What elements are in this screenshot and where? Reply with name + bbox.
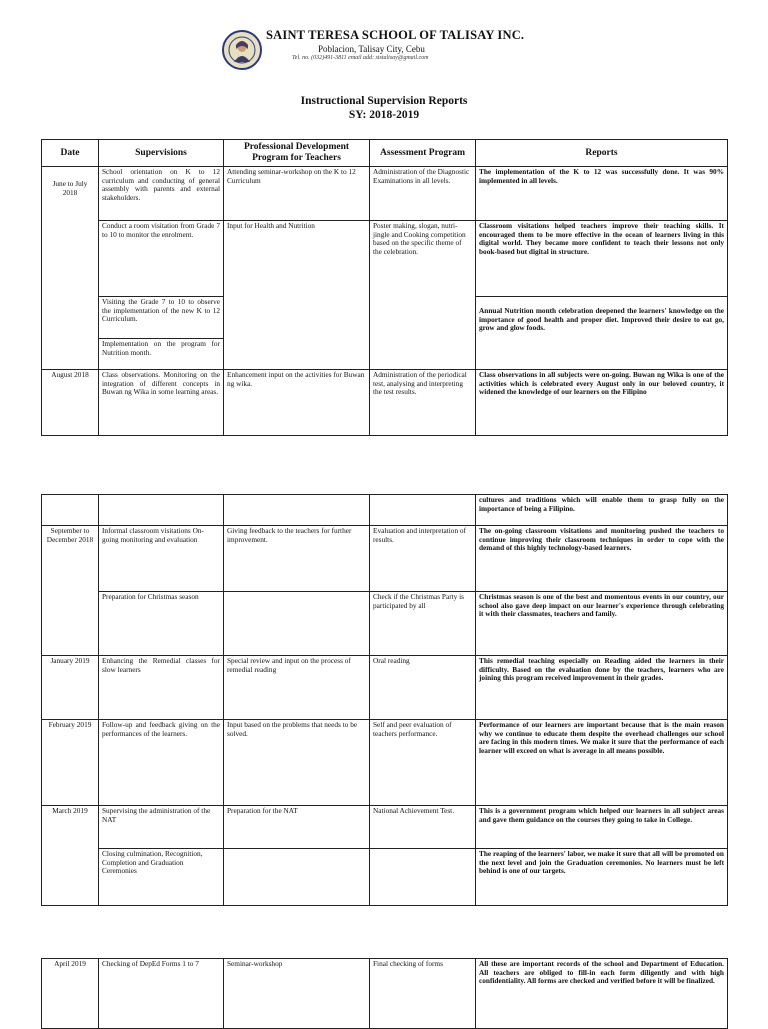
table-row [42, 959, 728, 1029]
supervision-cell: Enhancing the Remedial classes for slow learners [99, 656, 224, 720]
pd-cell: Giving feedback to the teachers for further improvement. [224, 526, 370, 592]
report-cell: Classroom visitations helped teachers improve their teaching skills. It encouraged them to be more effective in the ocean of learners living in this digital world. They became more confident to teach their lessons not only book-based but digital in structure. [476, 221, 728, 297]
supervision-cell: Preparation for Christmas season [99, 592, 224, 656]
pd-cell [224, 495, 370, 526]
date-cell: March 2019 [42, 806, 99, 906]
report-cell: The implementation of the K to 12 was successfully done. It was 90% implemented in all levels. [476, 167, 728, 221]
report-cell: This is a government program which helped our learners in all subject areas and gave them guidance on the courses they going to take in College. [476, 806, 728, 849]
school-year: SY: 2018-2019 [348, 109, 420, 121]
supervision-cell: Supervising the administration of the NAT [99, 806, 224, 849]
table-row [42, 167, 728, 221]
col-header-pd: Professional Development Program for Teachers [224, 140, 370, 167]
pd-cell: Attending seminar-workshop on the K to 12 Curriculum [224, 167, 370, 221]
pd-cell: Preparation for the NAT [224, 806, 370, 849]
letterhead [0, 22, 768, 82]
assessment-cell: Poster making, slogan, nutri-jingle and Cooking competition based on the specific theme of the celebration. [370, 221, 476, 370]
report-cell: All these are important records of the school and Department of Education. All teachers are obliged to fill-in each form diligently and with high confidentiality. All forms are checked and verified before it will be finalized. [476, 959, 728, 1029]
report-cell: cultures and traditions which will enable them to grasp fully on the importance of being a Filipino. [476, 495, 728, 526]
assessment-cell: Oral reading [370, 656, 476, 720]
table-row [42, 526, 728, 592]
school-name: SAINT TERESA SCHOOL OF TALISAY INC. [266, 28, 525, 42]
supervision-cell: Conduct a room visitation from Grade 7 to 10 to monitor the enrolment. [99, 221, 224, 297]
supervision-cell: Implementation on the program for Nutrition month. [99, 339, 224, 370]
col-header-date: Date [42, 140, 99, 167]
table-row [42, 495, 728, 526]
table-row [42, 370, 728, 436]
table-row [42, 849, 728, 906]
supervision-cell: Closing culmination, Recognition, Completion and Graduation Ceremonies [99, 849, 224, 906]
date-cell: February 2019 [42, 720, 99, 806]
pd-cell [224, 849, 370, 906]
assessment-cell [370, 849, 476, 906]
supervision-cell: Informal classroom visitations On-going monitoring and evaluation [99, 526, 224, 592]
report-cell: Class observations in all subjects were on-going. Buwan ng Wika is one of the activities which is celebrated every August only in our beloved country, it widened the knowledge of our learners on the Filipino [476, 370, 728, 436]
supervision-table-page-2 [41, 494, 728, 906]
report-title: Instructional Supervision Reports [300, 95, 468, 107]
report-cell: Annual Nutrition month celebration deepened the learners' knowledge on the importance of good health and proper diet. Improved their desire to eat go, grow and glow foods. [476, 297, 728, 370]
supervision-cell [99, 495, 224, 526]
pd-cell: Enhancement input on the activities for Buwan ng wika. [224, 370, 370, 436]
col-header-supervisions: Supervisions [99, 140, 224, 167]
supervision-cell: School orientation on K to 12 curriculum and conducting of general assembly with parents and external stakeholders. [99, 167, 224, 221]
table-row [42, 592, 728, 656]
school-contact: Tel. no. (032)491-3811 email add: ststalisay@gmail.com [292, 55, 429, 61]
supervision-table-page-3 [41, 958, 728, 1029]
pd-cell: Special review and input on the process of remedial reading [224, 656, 370, 720]
assessment-cell [370, 495, 476, 526]
report-cell: Christmas season is one of the best and momentous events in our country, our school also gave deep impact on our learner's experience through celebrating it with their classmates, teachers and family. [476, 592, 728, 656]
col-header-reports: Reports [476, 140, 728, 167]
assessment-cell: National Achievement Test. [370, 806, 476, 849]
assessment-cell: Administration of the periodical test, analysing and interpreting the test results. [370, 370, 476, 436]
assessment-cell: Check if the Christmas Party is participated by all [370, 592, 476, 656]
report-cell: This remedial teaching especially on Reading aided the learners in their difficulty. Based on the evaluation done by the teachers, learners who are joining this program received improvement in their grades. [476, 656, 728, 720]
table-row [42, 720, 728, 806]
assessment-cell: Self and peer evaluation of teachers performance. [370, 720, 476, 806]
pd-cell: Seminar-workshop [224, 959, 370, 1029]
report-title-block [0, 94, 768, 122]
date-cell [42, 495, 99, 526]
school-seal-logo [222, 30, 262, 70]
supervision-cell: Class observations. Monitoring on the integration of different concepts in Buwan ng Wika in some learning areas. [99, 370, 224, 436]
date-cell: April 2019 [42, 959, 99, 1029]
table-row [42, 806, 728, 849]
assessment-cell: Evaluation and interpretation of results. [370, 526, 476, 592]
assessment-cell: Final checking of forms [370, 959, 476, 1029]
supervision-cell: Checking of DepEd Forms 1 to 7 [99, 959, 224, 1029]
date-cell: August 2018 [42, 370, 99, 436]
pd-cell: Input for Health and Nutrition [224, 221, 370, 370]
report-cell: The on-going classroom visitations and monitoring pushed the teachers to continue improving their classroom techniques in order to cope with the demand of this highly technology-based learners. [476, 526, 728, 592]
supervision-cell: Visiting the Grade 7 to 10 to observe the implementation of the new K to 12 Curriculum. [99, 297, 224, 339]
supervision-cell: Follow-up and feedback giving on the performances of the learners. [99, 720, 224, 806]
pd-cell [224, 592, 370, 656]
date-cell: June to July 2018 [42, 167, 99, 370]
school-address: Poblacion, Talisay City, Cebu [318, 44, 425, 54]
supervision-table-page-1 [41, 139, 728, 436]
date-cell: January 2019 [42, 656, 99, 720]
report-cell: The reaping of the learners' labor, we make it sure that all will be promoted on the next level and join the Graduation ceremonies. No learners must be left behind is one of our targets. [476, 849, 728, 906]
assessment-cell: Administration of the Diagnostic Examinations in all levels. [370, 167, 476, 221]
table-header-row [42, 140, 728, 167]
col-header-assessment: Assessment Program [370, 140, 476, 167]
date-cell: September to December 2018 [42, 526, 99, 656]
table-row [42, 656, 728, 720]
report-cell: Performance of our learners are important because that is the main reason why we continue to educate them despite the overhead challenges our school are facing in this modern times. We make it sure that the performance of each learner will exceed on what is average in all means possible. [476, 720, 728, 806]
pd-cell: Input based on the problems that needs to be solved. [224, 720, 370, 806]
table-row [42, 221, 728, 297]
